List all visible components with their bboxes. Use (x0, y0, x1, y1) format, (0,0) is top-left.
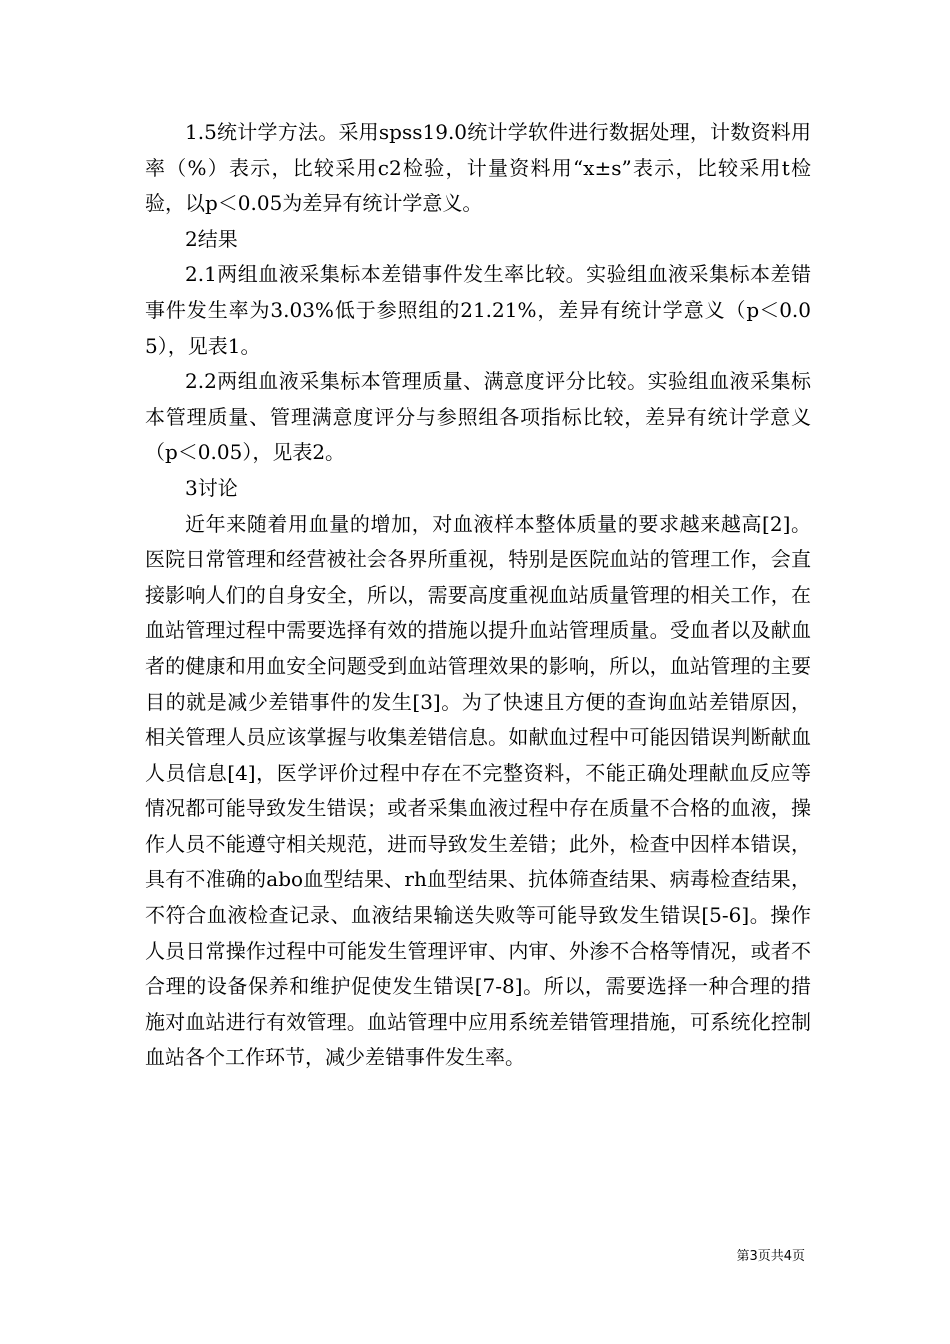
section-heading-results: 2结果 (185, 226, 238, 251)
paragraph-results-quality-satisfaction: 2.2两组血液采集标本管理质量、满意度评分比较。实验组血液采集标本管理质量、管理满意度评分与参照组各项指标比较，差异有统计学意义（p＜0.05），见表2。 (145, 369, 811, 465)
section-heading-discussion: 3讨论 (185, 475, 238, 500)
paragraph-statistics-method: 1.5统计学方法。采用spss19.0统计学软件进行数据处理，计数资料用率（%）表示，比较采用c2检验，计量资料用“x±s”表示，比较采用t检验，以p＜0.05为差异有统计学意义。 (145, 120, 811, 216)
page-number-footer: 第3页共4页 (736, 1249, 805, 1264)
paragraph-results-error-rate: 2.1两组血液采集标本差错事件发生率比较。实验组血液采集标本差错事件发生率为3.03%低于参照组的21.21%，差异有统计学意义（p＜0.05），见表1。 (145, 262, 811, 358)
paragraph-discussion: 近年来随着用血量的增加，对血液样本整体质量的要求越来越高[2]。医院日常管理和经营被社会各界所重视，特别是医院血站的管理工作，会直接影响人们的自身安全，所以，需要高度重视血站质量管理的相关工作，在血站管理过程中需要选择有效的措施以提升血站管理质量。受血者以及献血者的健康和用血安全问题受到血站管理效果的影响，所以，血站管理的主要目的就是减少差错事件的发生[3]。为了快速且方便的查询血站差错原因，相关管理人员应该掌握与收集差错信息。如献血过程中可能因错误判断献血人员信息[4]，医学评价过程中存在不完整资料，不能正确处理献血反应等情况都可能导致发生错误；或者采集血液过程中存在质量不合格的血液，操作人员不能遵守相关规范，进而导致发生差错；此外，检查中因样本错误，具有不准确的abo血型结果、rh血型结果、抗体筛查结果、病毒检查结果，不符合血液检查记录、血液结果输送失败等可能导致发生错误[5-6]。操作人员日常操作过程中可能发生管理评审、内审、外渗不合格等情况，或者不合理的设备保养和维护促使发生错误[7-8]。所以，需要选择一种合理的措施对血站进行有效管理。血站管理中应用系统差错管理措施，可系统化控制血站各个工作环节，减少差错事件发生率。 (145, 511, 811, 1070)
document-body (145, 115, 811, 1076)
